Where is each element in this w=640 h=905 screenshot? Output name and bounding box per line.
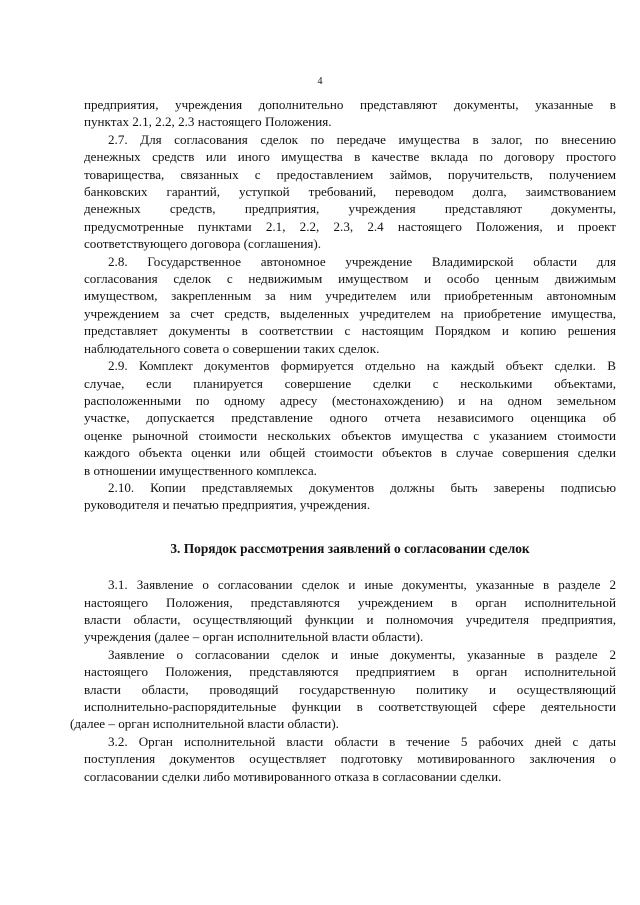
document-body (70, 96, 616, 785)
text-line: предприятия, учреждения дополнительно представляют документы, указанные в (84, 97, 616, 112)
paragraph-continuation (84, 96, 616, 131)
text-line: 3.2. Орган исполнительной власти области в течение 5 рабочих дней с даты (108, 733, 616, 749)
text-line: согласовании сделки либо мотивированного отказа в согласовании сделки. (84, 768, 502, 784)
text-line: наблюдательного совета о совершении таких сделок. (84, 340, 380, 356)
text-line: согласования сделок с недвижимым имуществом и особо ценным движимым (84, 271, 616, 287)
paragraph-3-2 (84, 733, 616, 785)
text-line: учреждением за счет средств, выделенных учредителем на приобретение имущества, (84, 305, 616, 321)
text-line: имуществом, закрепленным за ним учредителем или приобретенным автономным (84, 288, 616, 304)
text-line: участке, допускается представление одного отчета независимого оценщика об (84, 410, 616, 426)
text-line: в отношении имущественного комплекса. (84, 462, 317, 478)
text-line: 2.8. Государственное автономное учреждение Владимирской области для (108, 253, 616, 269)
text-line: руководителя и печатью предприятия, учреждения. (84, 497, 371, 513)
paragraph-2-9 (84, 357, 616, 479)
text-line: пунктах 2.1, 2.2, 2.3 настоящего Положения. (84, 114, 332, 130)
text-line: власти области, проводящий государственную политику и осуществляющий (84, 681, 616, 697)
text-line: каждого объекта оценки или общей стоимости объектов в случае совершения сделки (84, 445, 616, 461)
text-line: соответствующего договора (соглашения). (84, 236, 322, 252)
text-line: (далее – орган исполнительной власти области). (70, 716, 339, 732)
text-line: денежных средств или иного имущества в качестве вклада по договору простого (84, 149, 616, 165)
text-line: исполнительно-распорядительные функции в соответствующей сфере деятельности (84, 699, 616, 714)
text-line: настоящего Положения, представляются учреждением в орган исполнительной (84, 594, 616, 610)
paragraph-3-1 (84, 576, 616, 646)
text-line: случае, если планируется совершение сделки с несколькими объектами, (84, 375, 616, 391)
text-line: оценке рыночной стоимости нескольких объектов имущества с указанием стоимости (84, 427, 616, 443)
text-line: расположенными по одному адресу (местонахождению) и на одном земельном (84, 392, 616, 408)
text-line: представляет документы в соответствии с настоящим Порядком и копию решения (84, 323, 616, 339)
text-line: банковских гарантий, уступкой требований, переводом долга, заимствованием (84, 184, 616, 200)
text-line: предусмотренные пунктами 2.1, 2.2, 2.3, 2.4 настоящего Положения, и проект (84, 218, 616, 234)
text-line: товарищества, связанных с предоставлением займов, поручительств, получением (84, 166, 616, 182)
text-line: поступления документов осуществляет подготовку мотивированного заключения о (84, 751, 616, 767)
section-heading: 3. Порядок рассмотрения заявлений о согласовании сделок (170, 540, 530, 556)
text-line: 2.10. Копии представляемых документов должны быть заверены подписью (108, 479, 616, 495)
paragraph-2-8 (84, 253, 616, 357)
text-line: 2.9. Комплект документов формируется отдельно на каждый объект сделки. В (108, 358, 616, 374)
text-line: Заявление о согласовании сделок и иные документы, указанные в разделе 2 (108, 646, 616, 662)
text-line: учреждения (далее – орган исполнительной власти области). (84, 629, 424, 645)
text-line: настоящего Положения, представляются предприятием в орган исполнительной (84, 664, 616, 680)
paragraph-2-10 (84, 479, 616, 514)
text-line: 2.7. Для согласования сделок по передаче имущества в залог, по внесению (108, 131, 616, 147)
text-line: денежных средств, предприятия, учреждения представляют документы, (84, 201, 616, 217)
paragraph-3-1-second (70, 646, 616, 733)
text-line: власти области, осуществляющий функции и полномочия учредителя предприятия, (84, 611, 616, 627)
paragraph-2-7 (84, 131, 616, 253)
page-number: 4 (317, 76, 323, 87)
text-line: 3.1. Заявление о согласовании сделок и иные документы, указанные в разделе 2 (108, 577, 616, 593)
